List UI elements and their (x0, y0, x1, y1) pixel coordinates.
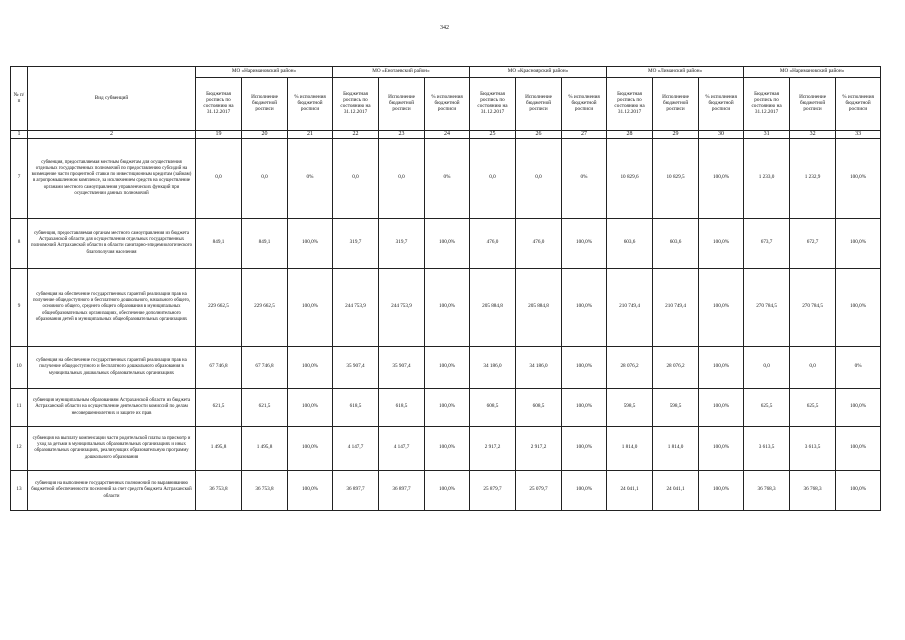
value-cell: 100,0% (562, 426, 607, 470)
value-cell: 100,0% (425, 346, 470, 388)
value-cell: 1 814,0 (607, 426, 653, 470)
value-cell: 229 662,5 (242, 268, 288, 346)
group-header: МО «Енотаевский район» (333, 67, 470, 78)
execution-percent-header: % исполнения бюджетной росписи (562, 78, 607, 131)
value-cell: 1 233,0 (744, 138, 790, 218)
value-cell: 0,0 (744, 346, 790, 388)
value-cell: 476,0 (470, 218, 516, 268)
value-cell: 0,0 (516, 138, 562, 218)
value-cell: 100,0% (836, 218, 881, 268)
column-number: 24 (425, 131, 470, 139)
table-row (11, 138, 881, 218)
header-row-number: № п/п (11, 67, 28, 131)
value-cell: 618,5 (333, 388, 379, 426)
value-cell: 100,0% (562, 346, 607, 388)
value-cell: 210 749,4 (653, 268, 699, 346)
value-cell: 608,5 (470, 388, 516, 426)
value-cell: 0,0 (196, 138, 242, 218)
column-number: 27 (562, 131, 607, 139)
value-cell: 244 753,9 (379, 268, 425, 346)
value-cell: 100,0% (562, 218, 607, 268)
value-cell: 100,0% (425, 426, 470, 470)
value-cell: 270 784,5 (790, 268, 836, 346)
column-number: 25 (470, 131, 516, 139)
subvention-name: субвенция муниципальным образованиям Астраханской области из бюджета Астраханской области на осуществление деятельности комиссий по делам несовершеннолетних и защите их прав (28, 388, 196, 426)
value-cell: 100,0% (288, 346, 333, 388)
column-number: 1 (11, 131, 28, 139)
value-cell: 2 917,2 (470, 426, 516, 470)
value-cell: 621,5 (242, 388, 288, 426)
value-cell: 244 753,9 (333, 268, 379, 346)
row-number: 11 (11, 388, 28, 426)
value-cell: 2 917,2 (516, 426, 562, 470)
value-cell: 1 495,8 (242, 426, 288, 470)
value-cell: 4 147,7 (333, 426, 379, 470)
execution-percent-header: % исполнения бюджетной росписи (836, 78, 881, 131)
value-cell: 100,0% (699, 218, 744, 268)
table-row (11, 388, 881, 426)
execution-percent-header: % исполнения бюджетной росписи (288, 78, 333, 131)
row-number: 12 (11, 426, 28, 470)
value-cell: 100,0% (836, 268, 881, 346)
value-cell: 100,0% (425, 218, 470, 268)
value-cell: 205 884,8 (516, 268, 562, 346)
value-cell: 100,0% (836, 388, 881, 426)
value-cell: 229 662,5 (196, 268, 242, 346)
budget-schedule-header: Бюджетная роспись по состоянию на 31.12.2017 (607, 78, 653, 131)
value-cell: 34 186,0 (470, 346, 516, 388)
table-row (11, 218, 881, 268)
value-cell: 100,0% (562, 268, 607, 346)
value-cell: 598,5 (653, 388, 699, 426)
value-cell: 67 746,8 (242, 346, 288, 388)
row-number: 13 (11, 470, 28, 510)
subvention-name: субвенция на обеспечение государственных гарантий реализации прав на получение общедоступного и бесплатного дошкольного, начального общего, основного общего, среднего общего образования в муниципальных общеобразовательных организациях, обеспечение дополнительного образования детей в муниципальных общеобразовательных организациях (28, 268, 196, 346)
value-cell: 0,0 (333, 138, 379, 218)
value-cell: 1 814,0 (653, 426, 699, 470)
budget-schedule-header: Бюджетная роспись по состоянию на 31.12.2017 (470, 78, 516, 131)
value-cell: 598,5 (607, 388, 653, 426)
table-row (11, 268, 881, 346)
value-cell: 100,0% (699, 426, 744, 470)
value-cell: 100,0% (699, 470, 744, 510)
value-cell: 603,6 (607, 218, 653, 268)
value-cell: 100,0% (836, 138, 881, 218)
value-cell: 0% (425, 138, 470, 218)
column-number: 28 (607, 131, 653, 139)
value-cell: 476,0 (516, 218, 562, 268)
value-cell: 0,0 (470, 138, 516, 218)
value-cell: 270 784,5 (744, 268, 790, 346)
subvention-name: субвенция на выполнение государственных полномочий по выравниванию бюджетной обеспеченности поселений за счет средств бюджета Астраханской области (28, 470, 196, 510)
value-cell: 36 768,3 (744, 470, 790, 510)
value-cell: 10 829,6 (607, 138, 653, 218)
value-cell: 100,0% (836, 470, 881, 510)
value-cell: 25 079,7 (516, 470, 562, 510)
value-cell: 28 076,2 (653, 346, 699, 388)
value-cell: 35 907,4 (379, 346, 425, 388)
column-number: 30 (699, 131, 744, 139)
value-cell: 849,1 (196, 218, 242, 268)
value-cell: 36 768,3 (790, 470, 836, 510)
value-cell: 100,0% (562, 388, 607, 426)
value-cell: 100,0% (288, 470, 333, 510)
value-cell: 36 897,7 (333, 470, 379, 510)
row-number: 9 (11, 268, 28, 346)
value-cell: 100,0% (699, 346, 744, 388)
subvention-name: субвенция, предоставляемая местным бюджетам для осуществления отдельных государственных полномочий по предоставлению субсидий на возмещение части процентной ставки по инвестиционным кредитам (займам) в агропромышленном комплексе, за исключением средств на осуществление органами местного самоуправления управленческих функций при осуществлении данных полномочий (28, 138, 196, 218)
execution-header: Исполнение бюджетной росписи (242, 78, 288, 131)
execution-header: Исполнение бюджетной росписи (653, 78, 699, 131)
group-header: МО «Наримановский район» (196, 67, 333, 78)
value-cell: 24 041,1 (607, 470, 653, 510)
value-cell: 100,0% (425, 388, 470, 426)
value-cell: 0% (562, 138, 607, 218)
value-cell: 3 613,5 (744, 426, 790, 470)
value-cell: 319,7 (333, 218, 379, 268)
row-number: 7 (11, 138, 28, 218)
value-cell: 100,0% (425, 268, 470, 346)
value-cell: 36 897,7 (379, 470, 425, 510)
execution-header: Исполнение бюджетной росписи (516, 78, 562, 131)
value-cell: 100,0% (288, 388, 333, 426)
value-cell: 205 884,8 (470, 268, 516, 346)
value-cell: 24 041,1 (653, 470, 699, 510)
value-cell: 0,0 (379, 138, 425, 218)
header-subvention-type: Вид субвенций (28, 67, 196, 131)
value-cell: 849,1 (242, 218, 288, 268)
table-row (11, 426, 881, 470)
subvention-name: субвенция на обеспечение государственных гарантий реализации прав на получение общедоступного и бесплатного дошкольного образования в муниципальных дошкольных образовательных организациях (28, 346, 196, 388)
value-cell: 618,5 (379, 388, 425, 426)
value-cell: 100,0% (699, 268, 744, 346)
value-cell: 625,5 (744, 388, 790, 426)
value-cell: 100,0% (288, 218, 333, 268)
column-number: 33 (836, 131, 881, 139)
value-cell: 28 076,2 (607, 346, 653, 388)
value-cell: 35 907,4 (333, 346, 379, 388)
value-cell: 34 186,0 (516, 346, 562, 388)
execution-header: Исполнение бюджетной росписи (790, 78, 836, 131)
value-cell: 25 879,7 (470, 470, 516, 510)
budget-schedule-header: Бюджетная роспись по состоянию на 31.12.2017 (333, 78, 379, 131)
column-number: 32 (790, 131, 836, 139)
row-number: 10 (11, 346, 28, 388)
value-cell: 100,0% (699, 388, 744, 426)
value-cell: 10 829,5 (653, 138, 699, 218)
execution-header: Исполнение бюджетной росписи (379, 78, 425, 131)
value-cell: 1 232,9 (790, 138, 836, 218)
row-number: 8 (11, 218, 28, 268)
value-cell: 3 613,5 (790, 426, 836, 470)
column-number: 19 (196, 131, 242, 139)
group-header: МО «Наримановский район» (744, 67, 881, 78)
table-row (11, 470, 881, 510)
value-cell: 673,7 (744, 218, 790, 268)
value-cell: 4 147,7 (379, 426, 425, 470)
column-number: 31 (744, 131, 790, 139)
execution-percent-header: % исполнения бюджетной росписи (699, 78, 744, 131)
group-header: МО «Лиманский район» (607, 67, 744, 78)
column-number: 20 (242, 131, 288, 139)
value-cell: 672,7 (790, 218, 836, 268)
execution-percent-header: % исполнения бюджетной росписи (425, 78, 470, 131)
value-cell: 0,0 (242, 138, 288, 218)
value-cell: 0% (288, 138, 333, 218)
value-cell: 625,5 (790, 388, 836, 426)
column-number: 22 (333, 131, 379, 139)
value-cell: 0,0 (790, 346, 836, 388)
value-cell: 608,5 (516, 388, 562, 426)
value-cell: 603,6 (653, 218, 699, 268)
value-cell: 36 753,8 (242, 470, 288, 510)
value-cell: 100,0% (425, 470, 470, 510)
value-cell: 1 495,8 (196, 426, 242, 470)
subvention-name: субвенция на выплату компенсации части родительской платы за присмотр и уход за детьми в муниципальных образовательных организациях и иных образовательных организациях, реализующих образовательную программу дошкольного образования (28, 426, 196, 470)
value-cell: 100,0% (699, 138, 744, 218)
budget-schedule-header: Бюджетная роспись по состоянию на 31.12.2017 (196, 78, 242, 131)
table-row (11, 346, 881, 388)
value-cell: 210 749,4 (607, 268, 653, 346)
subventions-table (10, 66, 881, 511)
column-number: 23 (379, 131, 425, 139)
budget-schedule-header: Бюджетная роспись по состоянию на 31.12.2017 (744, 78, 790, 131)
value-cell: 100,0% (836, 426, 881, 470)
value-cell: 100,0% (562, 470, 607, 510)
subvention-name: субвенция, предоставляемая органам местного самоуправления из бюджета Астраханской области для осуществления отдельных государственных полномочий Астраханской области в области санитарно-эпидемиологического благополучия населения (28, 218, 196, 268)
value-cell: 100,0% (288, 268, 333, 346)
value-cell: 621,5 (196, 388, 242, 426)
group-header: МО «Красноярский район» (470, 67, 607, 78)
value-cell: 100,0% (288, 426, 333, 470)
value-cell: 0% (836, 346, 881, 388)
value-cell: 36 753,8 (196, 470, 242, 510)
page-number: 342 (440, 25, 449, 31)
value-cell: 319,7 (379, 218, 425, 268)
column-number: 26 (516, 131, 562, 139)
column-number: 21 (288, 131, 333, 139)
value-cell: 67 746,8 (196, 346, 242, 388)
column-number: 2 (28, 131, 196, 139)
column-number: 29 (653, 131, 699, 139)
